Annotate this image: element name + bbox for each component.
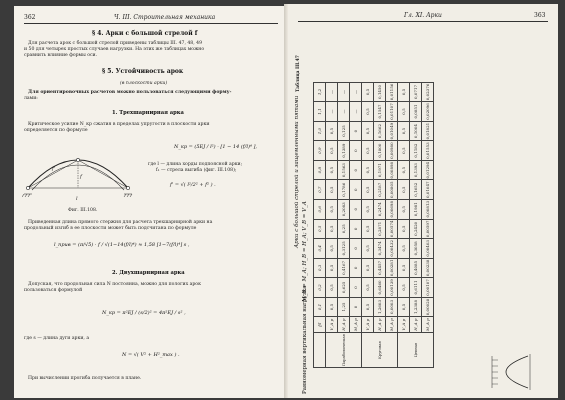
table-row xyxy=(338,82,350,367)
table-cell: 0 xyxy=(350,121,362,141)
table-cell: 0,0717 xyxy=(410,82,422,102)
table-cell: 0,5 xyxy=(362,199,374,219)
table-cell: 0,5 xyxy=(398,297,410,317)
subsection-1-title: 1. Трехшарнирная арка xyxy=(112,110,184,116)
table-column-header: 1,0 xyxy=(314,121,326,141)
vertical-subtitle: Равномерная вертикальная нагрузка xyxy=(302,285,308,394)
table-cell: 0,5 xyxy=(326,297,338,317)
table-column-header: 0,6 xyxy=(314,199,326,219)
subsection-2-text-1: Допуская, что продольная сила N постоянна, можно для пологих арок xyxy=(28,282,201,287)
table-row-label: M_A p xyxy=(386,317,398,333)
formula-reduced-length: l_прив = (π/√5) · f / √(1−14(f/l)⁴) ≈ 1,58 [1−7(f/l)⁴] s , xyxy=(54,242,190,248)
table-cell: 0,25 xyxy=(338,219,350,239)
table-row xyxy=(422,82,434,367)
table-cell: 0,5 xyxy=(362,160,374,180)
table-cell: 0,1563 xyxy=(338,160,350,180)
table-cell: 0,5 xyxy=(398,258,410,278)
table-cell: 0,00432 xyxy=(386,239,398,259)
section-4-line-2: и 50 для четырех простых случаев нагрузки. На этих же таблицах можно xyxy=(24,47,205,52)
section-5-title: § 5. Устойчивость арок xyxy=(102,68,184,75)
table-cell: 0,5 xyxy=(362,141,374,161)
table-cell: 0,625 xyxy=(338,278,350,298)
table-cell: 0,2474 xyxy=(374,199,386,219)
table-cell: 0,2083 xyxy=(338,199,350,219)
table-row-label: V_A p xyxy=(362,317,374,333)
table-cell: 0,5 xyxy=(326,141,338,161)
table-cell: 0,02096 xyxy=(422,102,434,122)
table-caption: Таблица III.47 xyxy=(296,55,301,92)
table-cell: 0,5 xyxy=(326,121,338,141)
table-cell: 0,5 xyxy=(398,199,410,219)
formula-two-hinged: N_кр = π²EJ / (s/2)² = 4π²EJ / s² , xyxy=(102,310,186,316)
table-cell: 0,6111 xyxy=(410,278,422,298)
table-cell: 0,00698 xyxy=(386,199,398,219)
table-row-label: H_A p xyxy=(410,317,422,333)
table-cell: 0,5 xyxy=(398,219,410,239)
vertical-formula: M_B = M_A; H_B = H_A; V_B = V_A xyxy=(302,201,308,302)
table-column-header: 0,2 xyxy=(314,278,326,298)
table-cell: 0,5 xyxy=(326,160,338,180)
table-cell: 0,01107 xyxy=(386,102,398,122)
table-cell: 0,5 xyxy=(362,102,374,122)
formula-resultant-force: N = √( V² + H²_max ) . xyxy=(122,352,180,358)
table-cell: 0,00107 xyxy=(422,278,434,298)
rotated-table-block xyxy=(288,4,558,398)
three-hinged-arch-figure xyxy=(22,136,134,206)
table-cell: 0,3058 xyxy=(410,239,422,259)
table-cell: 0,02376 xyxy=(422,82,434,102)
table-cell: — xyxy=(338,102,350,122)
table-cell: 0 xyxy=(350,297,362,317)
running-head-left: Ч. III. Строительная механика xyxy=(114,14,216,21)
table-column-header: 0,9 xyxy=(314,141,326,161)
table-cell: 0,5 xyxy=(398,121,410,141)
table-cell: 0,00574 xyxy=(386,219,398,239)
table-cell: 0,01821 xyxy=(422,121,434,141)
table-cell: 0,5 xyxy=(362,278,374,298)
table-cell: 1,2603 xyxy=(374,297,386,317)
table-cell: 0,0851 xyxy=(410,102,422,122)
table-cell: 0,5 xyxy=(326,278,338,298)
table-cell: 0,1652 xyxy=(410,180,422,200)
table-cell: 0,00281 xyxy=(386,258,398,278)
table-cell: 0,1547 xyxy=(374,102,386,122)
table-group-header xyxy=(314,333,326,368)
table-cell: 0,6460 xyxy=(374,278,386,298)
table-cell: 0,5 xyxy=(362,297,374,317)
table-cell: 0,00805 xyxy=(386,180,398,200)
table-cell: 0,3125 xyxy=(338,239,350,259)
subsection-2-text-2: пользоваться формулой xyxy=(24,288,83,293)
table-cell: 0,5 xyxy=(398,278,410,298)
table-cell: 0 xyxy=(350,219,362,239)
table-cell: 0,5 xyxy=(326,239,338,259)
table-cell: 0 xyxy=(350,141,362,161)
table-row-label: H_A p xyxy=(338,317,350,333)
table-row-label: V_A p xyxy=(326,317,338,333)
table-cell: 0,5 xyxy=(362,219,374,239)
table-cell: 0,1389 xyxy=(338,141,350,161)
table-cell: 0,5 xyxy=(362,82,374,102)
table-cell: 0,1786 xyxy=(338,180,350,200)
subsection-1-text2-1: Приведенная длина прямого стержня для расчета трехшарнирной арки на xyxy=(28,220,213,225)
table-cell: — xyxy=(350,82,362,102)
section-5-intro-1: Для ориентировочных расчетов можно пользоваться следующими форму- xyxy=(28,90,232,95)
vertical-title: Арки с большой стрелой и защемленными пятами xyxy=(294,95,300,248)
table-cell: 0,01156 xyxy=(386,82,398,102)
table-cell: 0,5 xyxy=(398,102,410,122)
section-5-subtitle: (в плоскости арки) xyxy=(120,81,168,86)
subsection-1-text-1: Критическое усилие N_кр сжатия в пределах упругости в плоскости арки xyxy=(28,122,210,127)
subsection-1-text-2: определяется по формуле xyxy=(24,128,88,133)
table-column-header: 0,8 xyxy=(314,160,326,180)
table-cell: 0,5 xyxy=(398,82,410,102)
table-cell: 0,01294 xyxy=(422,160,434,180)
table-cell: 0,01553 xyxy=(422,141,434,161)
table-column-header: 1,2 xyxy=(314,82,326,102)
table-column-header: 0,5 xyxy=(314,219,326,239)
table-cell: 0,1971 xyxy=(374,160,386,180)
table-cell: 0,5 xyxy=(398,141,410,161)
table-cell: 0,5 xyxy=(362,258,374,278)
table-cell: 0,5 xyxy=(362,180,374,200)
table-cell: 0,5 xyxy=(362,121,374,141)
subsection-1-text2-2: продольный изгиб в ее плоскости может быть подсчитана по формуле xyxy=(24,226,197,231)
table-row-label: M_A p xyxy=(350,317,362,333)
formula-1-where-1: где l — длина хорды подпоясной арки; xyxy=(148,162,243,167)
figure-caption: Фиг. III.108. xyxy=(68,208,98,213)
table-cell: 0,5 xyxy=(326,199,338,219)
table-cell: 0,1182 xyxy=(410,141,422,161)
table-cell: 0 xyxy=(350,239,362,259)
header-rule xyxy=(24,23,278,24)
table-cell: 0,3474 xyxy=(374,239,386,259)
table-cell: 0,01047 xyxy=(422,180,434,200)
bottom-text: При вычислении прогиба получается в плане. xyxy=(28,376,142,381)
section-4-line-3: сравнить влияние формы оси. xyxy=(24,53,98,58)
coefficient-table xyxy=(313,82,434,368)
table-cell: 1,25 xyxy=(338,297,350,317)
table-row xyxy=(362,82,374,367)
formula-critical-force: N_кр = (5EJ / l²) · [1 − 14 (f/l)⁴ ], xyxy=(174,144,258,150)
formula-2-where: где s — длина дуги арки, а xyxy=(24,336,90,341)
table-cell: 0 xyxy=(350,180,362,200)
table-cell: 0,5 xyxy=(398,160,410,180)
svg-text:f: f xyxy=(80,174,82,180)
table-row xyxy=(410,82,422,367)
table-cell: 0,125 xyxy=(338,121,350,141)
table-row-group-label: Круговая xyxy=(362,333,398,368)
table-cell: 0,4167 xyxy=(338,258,350,278)
page-number-left: 362 xyxy=(24,14,36,21)
table-row xyxy=(398,82,410,367)
table-header-row xyxy=(314,82,326,367)
table-cell: 0,2420 xyxy=(410,219,422,239)
table-cell: 0,4085 xyxy=(410,258,422,278)
subsection-2-title: 2. Двухшарнирная арка xyxy=(112,270,185,276)
table-cell: 0,01049 xyxy=(386,121,398,141)
table-cell: 1,2388 xyxy=(410,297,422,317)
table-column-header: 0,1 xyxy=(314,297,326,317)
table-cell: 0,00980 xyxy=(386,141,398,161)
uniform-load-arch-sketch xyxy=(478,352,538,392)
svg-text:l: l xyxy=(76,196,78,202)
table-cell: — xyxy=(326,82,338,102)
table-cell: 0,5 xyxy=(398,239,410,259)
table-cell: 0,00238 xyxy=(422,258,434,278)
table-cell: 0,5 xyxy=(398,180,410,200)
table-cell: 0,5 xyxy=(362,239,374,259)
table-cell: 0,1981 xyxy=(410,199,422,219)
formula-arch-length: f' = √( l²/2² + f² ) . xyxy=(170,182,216,188)
table-cell: 0 xyxy=(350,258,362,278)
table-cell: 0 xyxy=(350,278,362,298)
table-row xyxy=(386,82,398,367)
table-cell: 0,0003 xyxy=(386,297,398,317)
table-cell: 0,1393 xyxy=(410,160,422,180)
table-cell: 0,5 xyxy=(326,180,338,200)
right-page xyxy=(288,4,558,398)
table-row xyxy=(326,82,338,367)
table-column-header: 0,7 xyxy=(314,180,326,200)
table-cell: 0,00139 xyxy=(386,278,398,298)
table-cell: 0,00028 xyxy=(422,297,434,317)
table-cell: 0,5 xyxy=(326,258,338,278)
table-cell: 0 xyxy=(350,160,362,180)
table-cell: — xyxy=(338,82,350,102)
table-cell: 0 xyxy=(350,199,362,219)
section-4-line-1: Для расчета арок с большой стрелой приведены таблицы III. 47, 48, 49 xyxy=(28,41,202,46)
page-number-right: 363 xyxy=(534,12,546,19)
table-cell: 0,4457 xyxy=(374,258,386,278)
table-row xyxy=(350,82,362,367)
table-cell: 0,1450 xyxy=(374,82,386,102)
table-cell: 0,1004 xyxy=(410,121,422,141)
table-cell: 0,2187 xyxy=(374,180,386,200)
table-column-header: 1,1 xyxy=(314,102,326,122)
formula-1-where-2: f₁ — стрела выгиба (фиг. III.108); xyxy=(156,168,237,173)
table-cell: 0,00597 xyxy=(422,219,434,239)
table-column-header: 0,3 xyxy=(314,258,326,278)
table-row-group-label: Цепная xyxy=(398,333,434,368)
table-row-label: H_A p xyxy=(374,317,386,333)
table-row xyxy=(374,82,386,367)
section-4-title: § 4. Арки с большой стрелой f xyxy=(92,30,198,37)
table-cell: 0,1800 xyxy=(374,141,386,161)
table-cell: 0,5 xyxy=(326,219,338,239)
table-cell: — xyxy=(326,102,338,122)
section-5-intro-2: лами: xyxy=(24,96,38,101)
table-cell: — xyxy=(350,102,362,122)
table-cell: 0,00813 xyxy=(422,199,434,219)
table-cell: 0,00403 xyxy=(422,239,434,259)
svg-text:f': f' xyxy=(52,166,56,172)
table-cell: 0,00898 xyxy=(386,160,398,180)
table-column-header: 0,4 xyxy=(314,239,326,259)
table-cell: 0,2871 xyxy=(374,219,386,239)
table-row-group-label: Параболическая xyxy=(326,333,362,368)
table-column-header: f/l xyxy=(314,317,326,333)
table-row-label: V_A p xyxy=(398,317,410,333)
running-head-right: Гл. XI. Арки xyxy=(404,12,442,19)
table-row-label: M_A p xyxy=(422,317,434,333)
table-cell: 0,1662 xyxy=(374,121,386,141)
left-page xyxy=(14,6,288,398)
